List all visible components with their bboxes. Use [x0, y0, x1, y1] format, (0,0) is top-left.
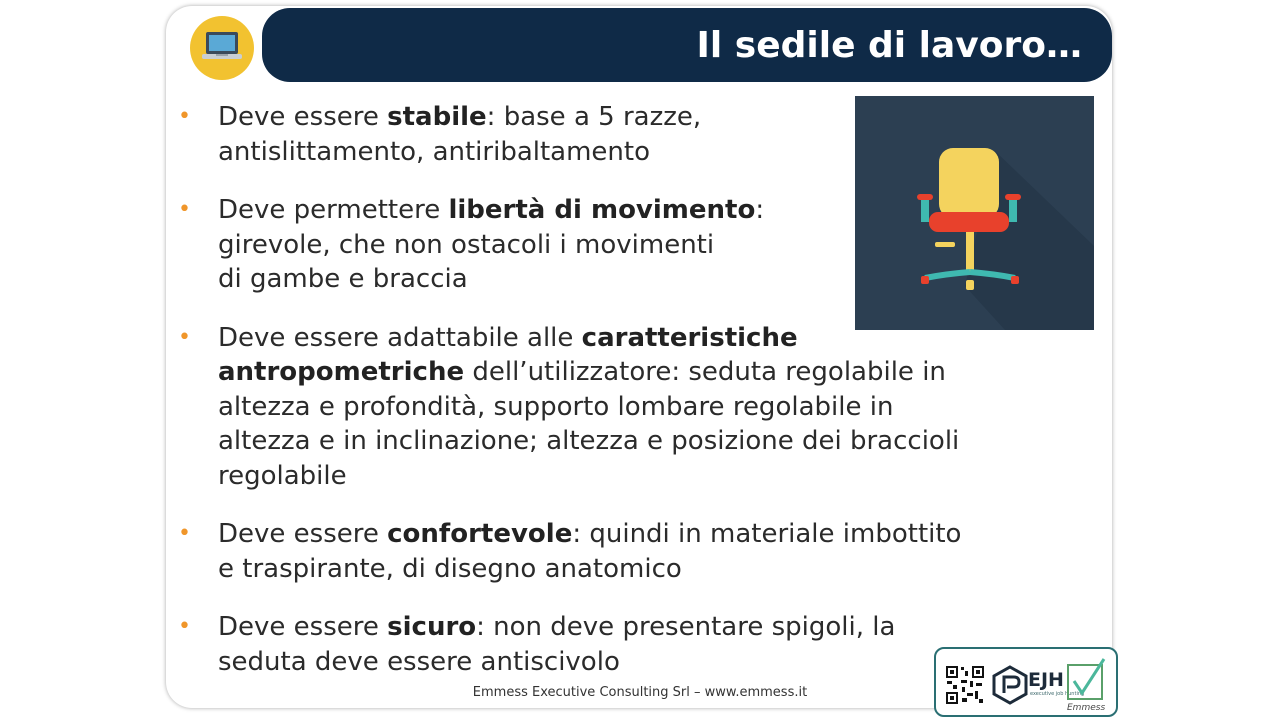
bullet-text: e traspirante, di disegno anatomico [218, 553, 682, 584]
bullet-item [178, 517, 998, 586]
bullet-keyword: confortevole [387, 519, 573, 549]
footer-text: Emmess Executive Consulting Srl – www.emmess.it [472, 685, 808, 700]
ejh-logo-subtext: executive job hunting [1030, 691, 1085, 697]
bullet-item [178, 321, 998, 494]
bullet-text: di gambe e braccia [218, 264, 468, 294]
bullet-keyword: sicuro [387, 612, 477, 642]
title-bar [262, 8, 1112, 82]
chair-illustration [855, 96, 1094, 330]
bullet-text: Deve essere adattabile alle [218, 322, 582, 353]
ejh-logo-icon [992, 665, 1028, 705]
bullet-text: Deve essere [218, 612, 388, 642]
bullet-dot: • [178, 197, 191, 222]
bullet-text: seduta deve essere antiscivolo [218, 646, 620, 677]
laptop-badge [190, 16, 254, 80]
emmess-logo-text: Emmess [1067, 703, 1106, 713]
bullet-item [178, 610, 998, 679]
bullet-text: dell’utilizzatore: seduta regolabile in [464, 357, 946, 387]
bullet-dot: • [178, 614, 191, 639]
laptop-icon [200, 28, 244, 68]
bullet-text: : non deve presentare spigoli, la [476, 612, 896, 642]
bullet-text: : base a 5 razze, [486, 102, 702, 132]
bullet-keyword: libertà di movimento [448, 195, 756, 225]
bullet-text: regolabile [218, 460, 347, 491]
bullet-dot: • [178, 324, 191, 350]
bullet-text: antislittamento, antiribaltamento [218, 136, 651, 167]
bullet-dot: • [178, 104, 191, 129]
qr-code-icon [945, 665, 985, 705]
ejh-logo-text: EJH [1028, 669, 1064, 691]
bullet-dot: • [178, 521, 191, 546]
bullet-text: girevole, che non ostacoli i movimenti [218, 229, 715, 260]
company-logo [934, 647, 1118, 717]
bullet-text: altezza e in inclinazione; altezza e posizione dei braccioli [218, 426, 960, 456]
bullet-keyword: caratteristiche [581, 322, 798, 353]
bullet-text: altezza e profondità, supporto lombare regolabile in [218, 391, 894, 422]
office-chair-icon [855, 96, 1094, 330]
bullet-text: Deve permettere [218, 195, 449, 225]
checkmark-logo-icon [1064, 657, 1108, 701]
bullet-keyword: stabile [387, 102, 487, 132]
bullet-keyword: antropometriche [218, 357, 465, 387]
bullet-text: Deve essere [218, 102, 388, 132]
slide-title: Il sedile di lavoro… [696, 25, 1082, 66]
bullet-text: : [755, 195, 765, 225]
bullet-text: : quindi in materiale imbottito [572, 519, 962, 549]
bullet-text: Deve essere [218, 519, 388, 549]
